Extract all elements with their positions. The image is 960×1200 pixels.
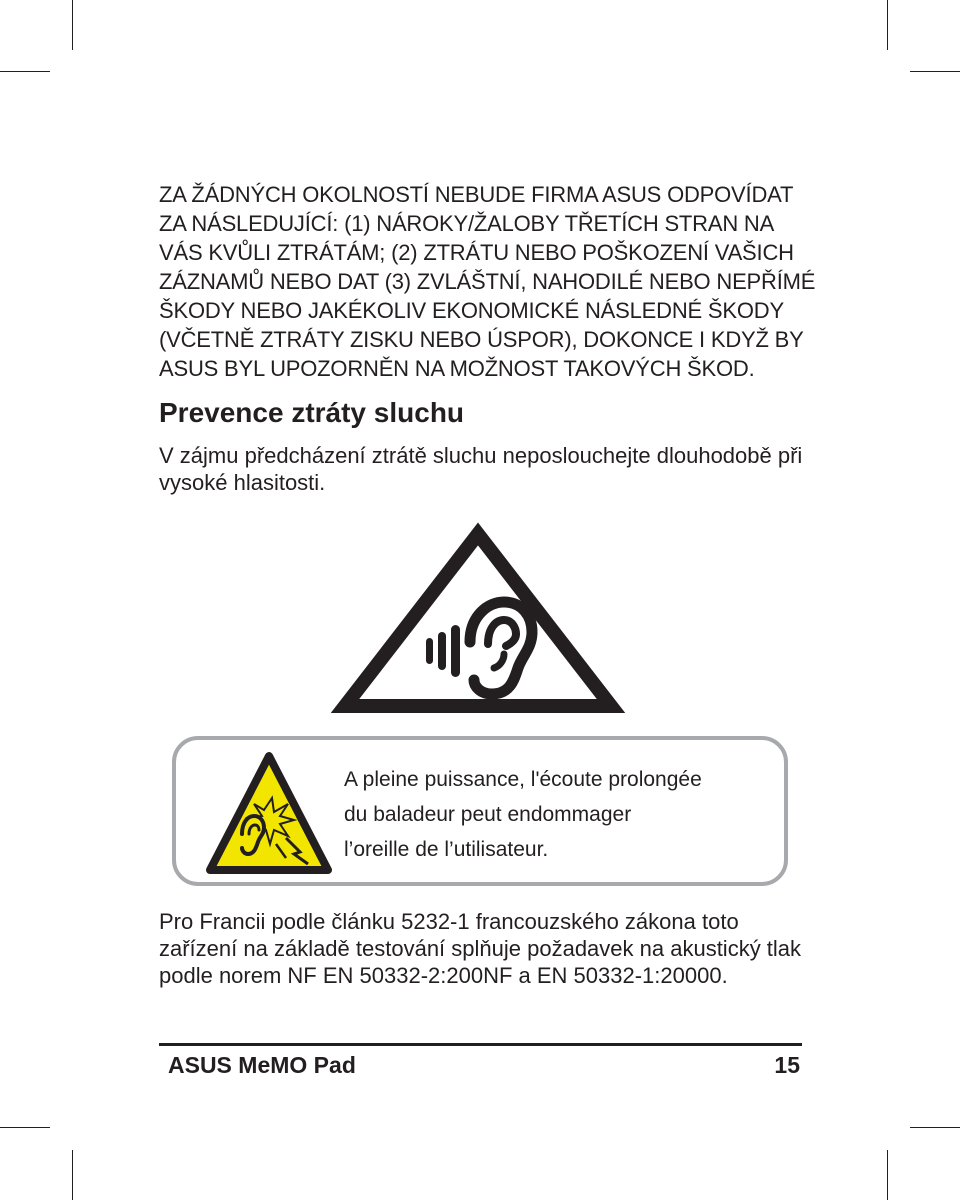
footer-divider <box>159 1043 802 1046</box>
crop-mark <box>887 0 888 50</box>
french-warning-line: A pleine puissance, l'écoute prolongée <box>344 768 702 791</box>
crop-mark <box>887 1150 888 1200</box>
crop-mark <box>0 1127 50 1128</box>
french-warning-box <box>172 736 788 886</box>
french-warning-text <box>344 762 784 867</box>
page-number: 15 <box>774 1052 800 1078</box>
crop-mark <box>910 71 960 72</box>
crop-mark <box>0 71 50 72</box>
french-regulation-note: Pro Francii podle článku 5232-1 francouzského zákona toto zařízení na základě testování splňuje požadavek na akustický tlak podle norem NF EN 50332-2:200NF a EN 50332-1:20000. <box>159 909 802 988</box>
liability-disclaimer: ZA ŽÁDNÝCH OKOLNOSTÍ NEBUDE FIRMA ASUS ODPOVÍDAT ZA NÁSLEDUJÍCÍ: (1) NÁROKY/ŽALOBY TŘETÍCH STRAN NA VÁS KVŮLI ZTRÁTÁM; (2) ZTRÁTU NEBO POŠKOZENÍ VAŠICH ZÁZNAMŮ NEBO DAT (3) ZVLÁŠTNÍ, NAHODILÉ NEBO NEPŘÍMÉ ŠKODY NEBO JAKÉKOLIV EKONOMICKÉ NÁSLEDNÉ ŠKODY (VČETNĚ ZTRÁTY ZISKU NEBO ÚSPOR), DOKONCE I KDYŽ BY ASUS BYL UPOZORNĚN NA MOŽNOST TAKOVÝCH ŠKOD. <box>159 182 816 381</box>
section-heading: Prevence ztráty sluchu <box>159 397 465 428</box>
yellow-ear-warning-triangle-icon <box>204 748 334 878</box>
footer-product-name: ASUS MeMO Pad <box>168 1052 356 1078</box>
crop-mark <box>910 1127 960 1128</box>
crop-mark <box>72 0 73 50</box>
french-warning-line: du baladeur peut endommager <box>344 803 632 826</box>
section-body: V zájmu předcházení ztrátě sluchu neposlouchejte dlouhodobě při vysoké hlasitosti. <box>159 443 803 495</box>
crop-mark <box>72 1150 73 1200</box>
ear-warning-triangle-icon <box>328 520 628 720</box>
french-warning-line: l’oreille de l’utilisateur. <box>344 838 549 861</box>
